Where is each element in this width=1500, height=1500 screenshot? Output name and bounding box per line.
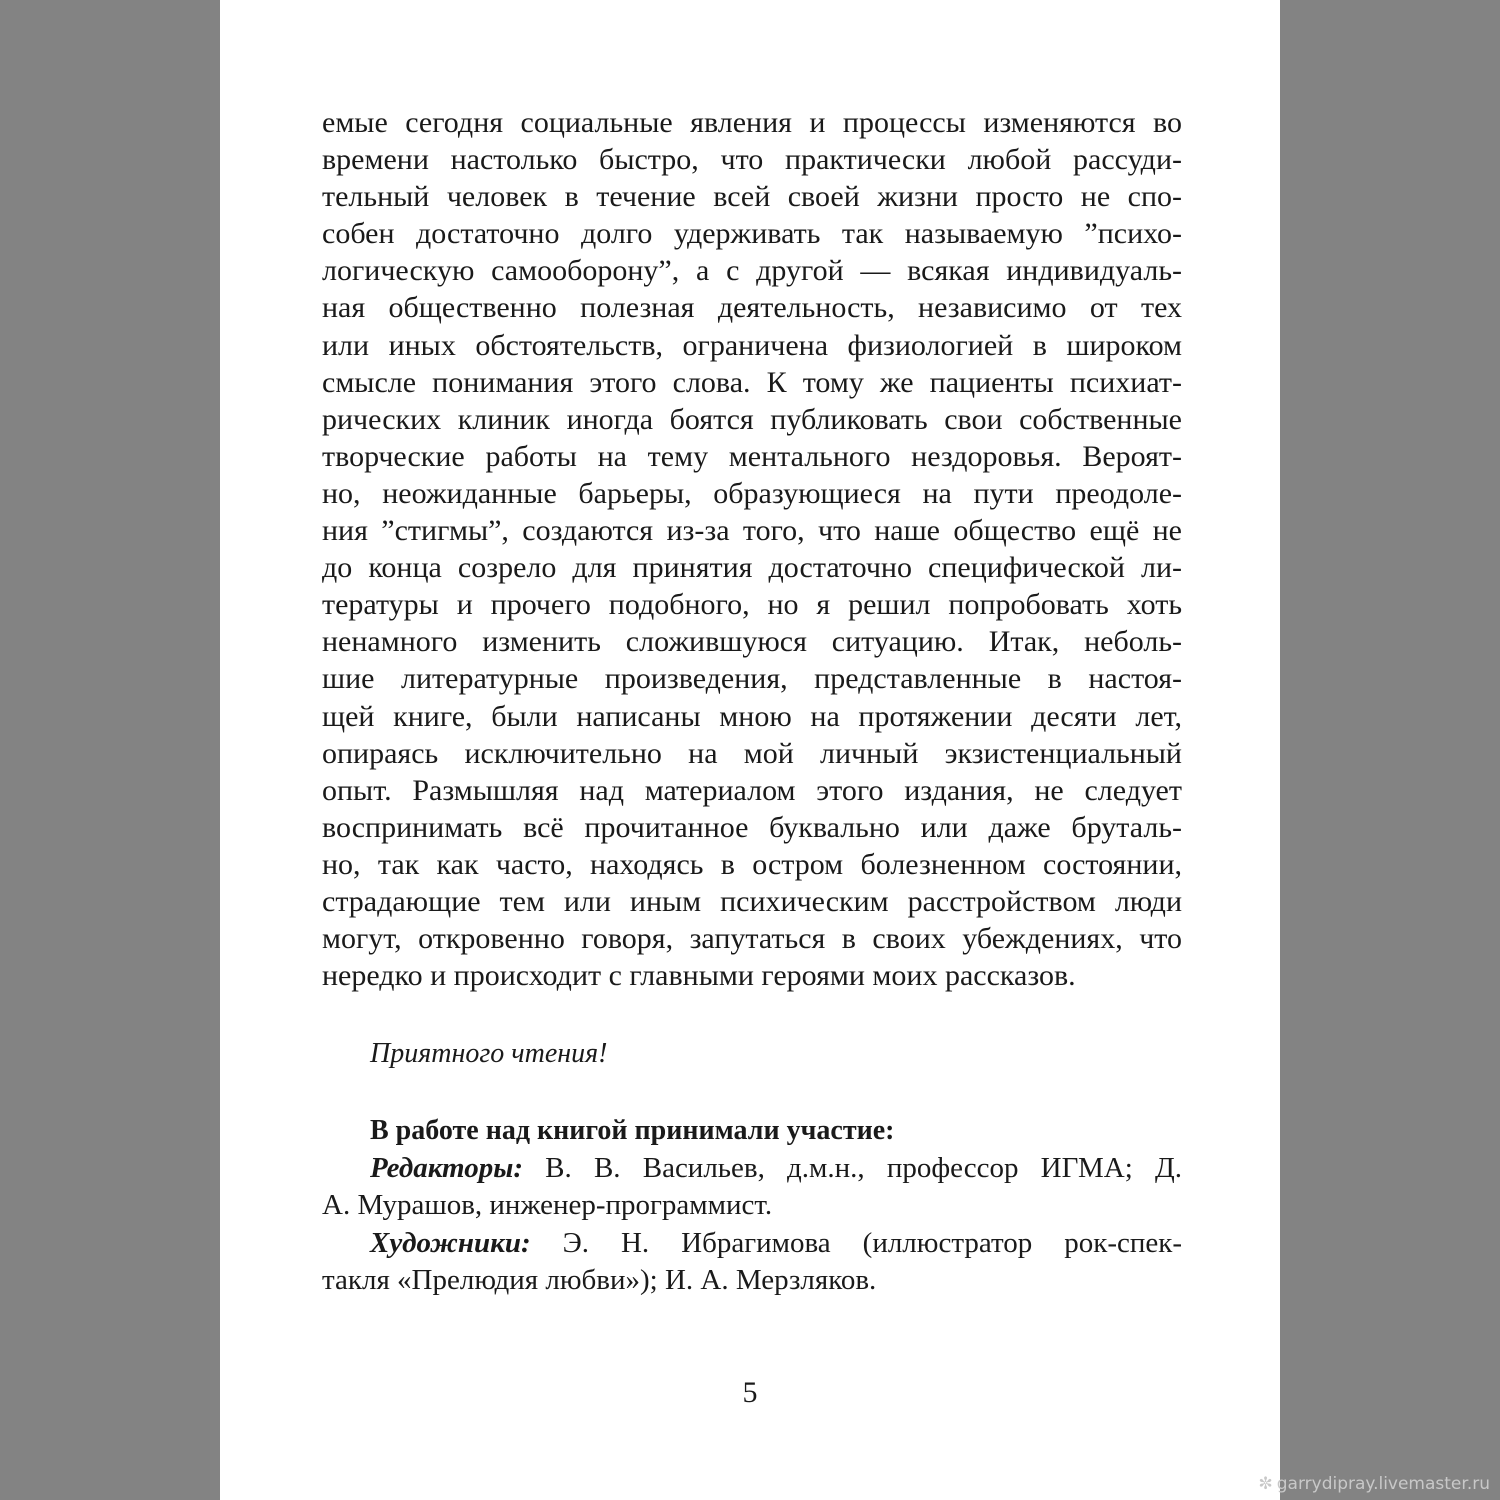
- body-line: ненамного изменить сложившуюся ситуацию. Итак, неболь-: [322, 625, 1182, 659]
- body-line: опираясь исключительно на мой личный экзистенциальный: [322, 736, 1182, 770]
- body-line: времени настолько быстро, что практически любой рассуди-: [322, 143, 1182, 177]
- book-page: [220, 0, 1280, 1500]
- body-line: ная общественно полезная деятельность, независимо от тех: [322, 291, 1182, 325]
- credits-artists-line: [322, 1225, 1182, 1263]
- body-line: емые сегодня социальные явления и процессы изменяются во: [322, 106, 1182, 139]
- body-line: смысле понимания этого слова. К тому же пациенты психиат-: [322, 365, 1182, 399]
- body-line: опыт. Размышляя над материалом этого издания, не следует: [322, 773, 1182, 807]
- body-line: но, так как часто, находясь в остром болезненном состоянии,: [322, 847, 1182, 881]
- watermark: [1259, 1474, 1490, 1494]
- body-line: шие литературные произведения, представленные в настоя-: [322, 662, 1182, 696]
- body-line: творческие работы на тему ментального нездоровья. Вероят-: [322, 439, 1182, 473]
- body-line: рических клиник иногда боятся публиковать свои собственные: [322, 402, 1182, 436]
- greeting-text: Приятного чтения!: [370, 1038, 608, 1069]
- body-line: ния ”стигмы”, создаются из-за того, что наше общество ещё не: [322, 514, 1182, 548]
- body-line: щей книге, были написаны мною на протяжении десяти лет,: [322, 699, 1182, 733]
- artists-label: Художники:: [370, 1226, 531, 1259]
- body-line: логическую самооборону”, а с другой — всякая индивидуаль-: [322, 254, 1182, 288]
- snowflake-icon: ✼: [1258, 1474, 1273, 1494]
- body-line: могут, откровенно говоря, запутаться в своих убеждениях, что: [322, 922, 1182, 956]
- body-line: страдающие тем или иным психическим расстройством люди: [322, 884, 1182, 918]
- body-text: [322, 104, 1182, 994]
- body-line: тельный человек в течение всей своей жизни просто не спо-: [322, 180, 1182, 214]
- editors-names: В. В. Васильев, д.м.н., профессор ИГМА; Д.: [545, 1151, 1182, 1184]
- body-line: или иных обстоятельств, ограничена физиологией в широком: [322, 328, 1182, 362]
- artists-names: Э. Н. Ибрагимова (иллюстратор рок-спек-: [562, 1226, 1182, 1259]
- body-line: собен достаточно долго удерживать так называемую ”психо-: [322, 217, 1182, 251]
- credits-artists-continued: такля «Прелюдия любви»); И. А. Мерзляков.: [322, 1264, 877, 1296]
- body-line: но, неожиданные барьеры, образующиеся на пути преодоле-: [322, 476, 1182, 510]
- body-line: тературы и прочего подобного, но я решил попробовать хоть: [322, 588, 1182, 622]
- credits-editors-line: [322, 1150, 1182, 1188]
- body-line: нередко и происходит с главными героями моих рассказов.: [322, 959, 1076, 993]
- body-line: воспринимать всё прочитанное буквально или даже бруталь-: [322, 810, 1182, 844]
- page-number: 5: [742, 1376, 758, 1409]
- body-line: до конца созрело для принятия достаточно специфической ли-: [322, 551, 1182, 585]
- credits-section: [322, 1112, 1182, 1300]
- credits-heading: В работе над книгой принимали участие:: [370, 1115, 895, 1146]
- editors-label: Редакторы:: [370, 1151, 523, 1184]
- credits-editors-continued: А. Мурашов, инженер-программист.: [322, 1189, 773, 1221]
- watermark-text: garrydipray.livemaster.ru: [1276, 1474, 1490, 1494]
